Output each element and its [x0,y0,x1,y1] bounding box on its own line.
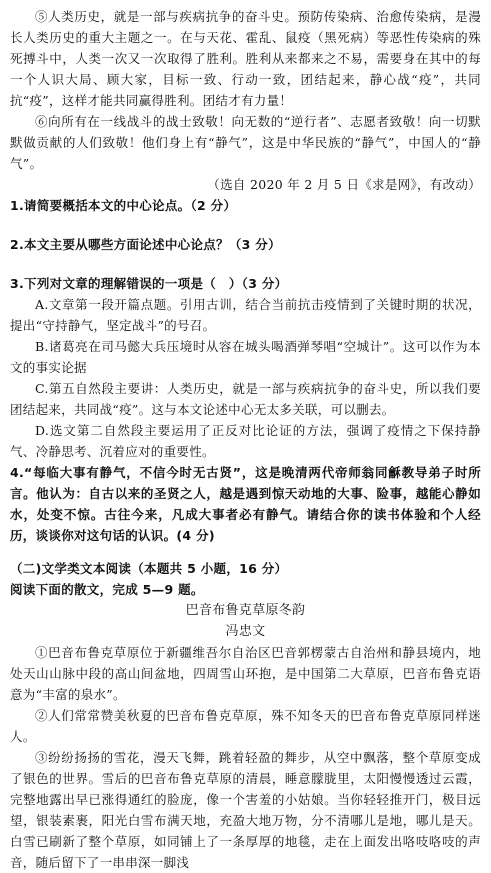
question-2: 2.本文主要从哪些方面论述中心论点？（3 分） [10,237,281,252]
question-3-option-c: C.第五自然段主要讲：人类历史，就是一部与疾病抗争的奋斗史，所以我们要团结起来，共同战“疫”。这与本文论述中心无太多关联，可以删去。 [10,381,481,417]
question-4: 4.“每临大事有静气，不信今时无古贤”，这是晚清两代帝师翁同龢教导弟子时所言。他认为：自古以来的圣贤之人，越是遇到惊天动地的大事、险事，越能心静如水，处变不惊。古往今来，凡成大事者必有静气。请结合你的读书体验和个人经历，谈谈你对这句话的认识。(4 分) [10,465,481,543]
essay-paragraph-3: ③纷纷扬扬的雪花，漫天飞舞，跳着轻盈的舞步，从空中飘落，整个草原变成了银色的世界。雪后的巴音布鲁克草原的清晨，睡意朦胧里，太阳慢慢透过云霞，完整地露出早已涨得通红的脸庞，像一个害羞的小姑娘。当你轻轻推开门，极目远望，银装素裹，阳光白雪布满天地，充盈大地万物，分不清哪儿是地，哪儿是天。白雪已刷新了整个草原，如同铺上了一条厚厚的地毯，走在上面发出咯吱咯吱的声音，随后留下了一串串深一脚浅 [10,750,481,870]
question-3-option-b: B.诸葛亮在司马懿大兵压境时从容在城头喝酒弹琴唱“空城计”。这可以作为本文的事实论据 [10,339,481,375]
essay-author: 冯忠文 [225,624,266,639]
essay-paragraph-2: ②人们常常赞美秋夏的巴音布鲁克草原，殊不知冬天的巴音布鲁克草原同样迷人。 [10,708,481,744]
passage-paragraph-5: ⑤人类历史，就是一部与疾病抗争的奋斗史。预防传染病、治愈传染病，是漫长人类历史的重大主题之一。在与天花、霍乱、鼠疫（黑死病）等恶性传染病的殊死搏斗中，人类一次又一次取得了胜利。胜利从来都来之不易，需要身在其中的每一个人识大局、顾大家，目标一致、行动一致，团结起来，静心战“疫”，共同抗“疫”，这样才能共同赢得胜利。团结才有力量！ [10,9,481,108]
question-3-option-a: A.文章第一段开篇点题。引用古训，结合当前抗击疫情到了关键时期的状况，提出“守持静气，坚定战斗”的号召。 [10,297,481,333]
essay-paragraph-1: ①巴音布鲁克草原位于新疆维吾尔自治区巴音郭楞蒙古自治州和静县境内，地处天山山脉中段的高山间盆地，四周雪山环抱，是中国第二大草原，巴音布鲁克语意为“丰富的泉水”。 [10,645,481,702]
question-3: 3.下列对文章的理解错误的一项是（ ）（3 分） [10,276,288,291]
essay-title: 巴音布鲁克草原冬韵 [185,603,306,618]
question-1: 1.请简要概括本文的中心论点。（2 分） [10,198,237,213]
question-3-option-d: D.选文第二自然段主要运用了正反对比论证的方法，强调了疫情之下保持静气、冷静思考、沉着应对的重要性。 [10,423,481,459]
answer-space-2 [10,255,481,273]
answer-space-1 [10,216,481,234]
section-2-instruction: 阅读下面的散文，完成 5—9 题。 [10,582,204,597]
passage-paragraph-6: ⑥向所有在一线战斗的战士致敬！向无数的“逆行者”、志愿者致敬！向一切默默做贡献的人们致敬！他们身上有“静气”，这是中华民族的“静气”，中国人的“静气”。 [10,114,481,171]
passage-source: （选自 2020 年 2 月 5 日《求是网》，有改动） [207,177,481,192]
section-2-heading: （二)文学类文本阅读（本题共 5 小题，16 分） [10,561,288,576]
section-gap [10,546,481,558]
